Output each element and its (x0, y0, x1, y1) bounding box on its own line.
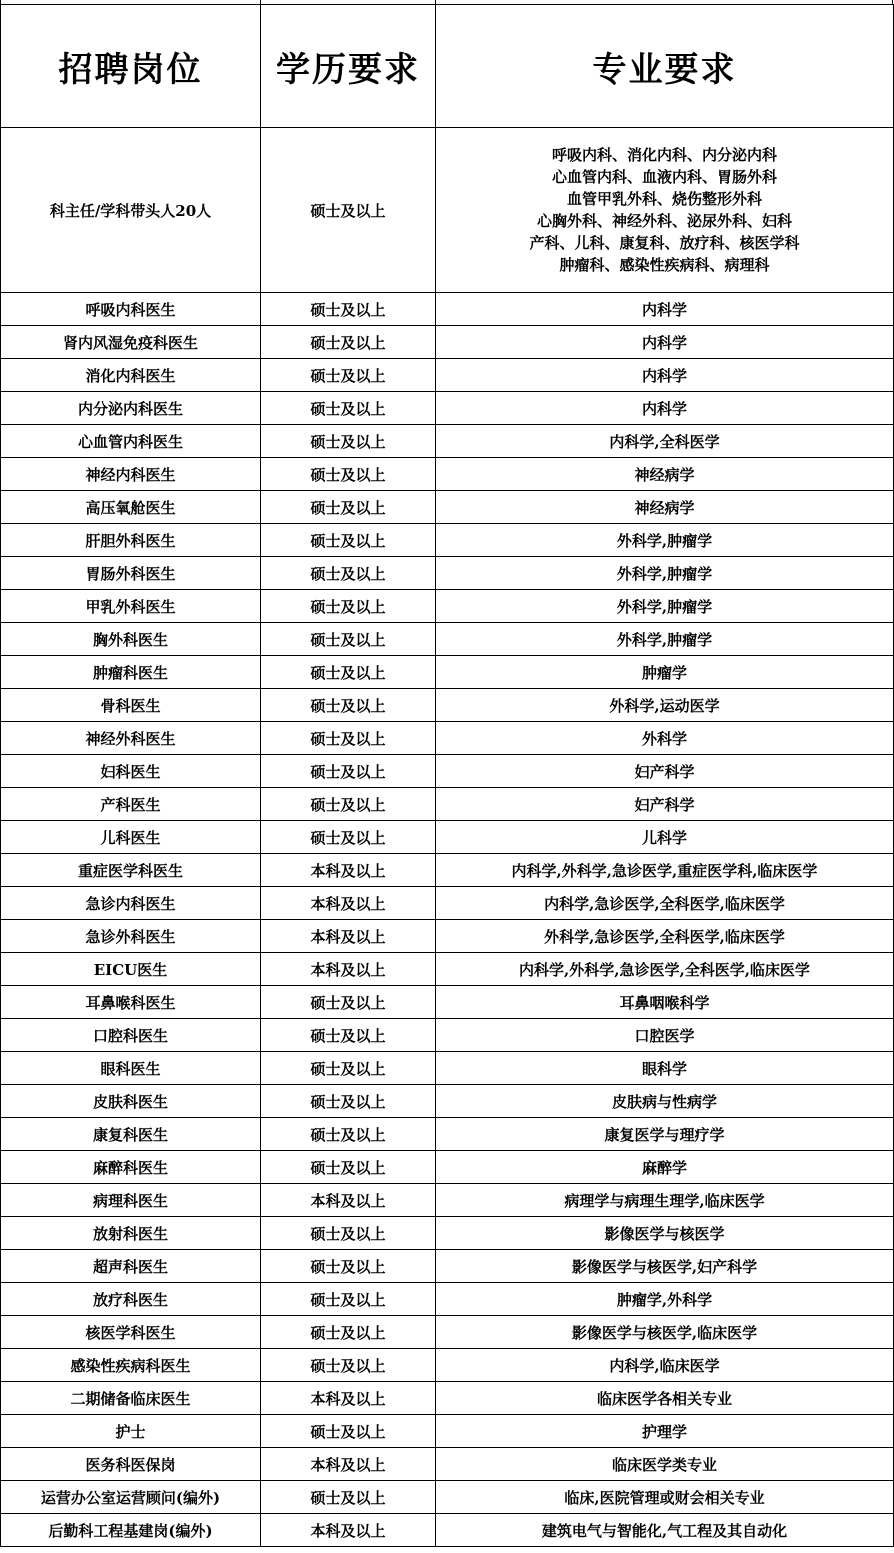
cell-major: 儿科学 (436, 821, 894, 854)
table-row (1, 1448, 894, 1481)
cell-position: 心血管内科医生 (1, 425, 261, 458)
cell-position: 肾内风湿免疫科医生 (1, 326, 261, 359)
cell-position: 放射科医生 (1, 1217, 261, 1250)
cell-education: 硕士及以上 (261, 293, 436, 326)
cell-position: 肿瘤科医生 (1, 656, 261, 689)
cell-position: 眼科医生 (1, 1052, 261, 1085)
table-row (1, 1118, 894, 1151)
cell-position: 皮肤科医生 (1, 1085, 261, 1118)
cell-education: 本科及以上 (261, 854, 436, 887)
cell-education: 硕士及以上 (261, 557, 436, 590)
cell-education: 硕士及以上 (261, 623, 436, 656)
cell-major: 病理学与病理生理学,临床医学 (436, 1184, 894, 1217)
cell-major: 康复医学与理疗学 (436, 1118, 894, 1151)
cell-education: 硕士及以上 (261, 425, 436, 458)
table-row (1, 788, 894, 821)
cell-education: 硕士及以上 (261, 986, 436, 1019)
cell-major: 外科学 (436, 722, 894, 755)
cell-education: 硕士及以上 (261, 1283, 436, 1316)
cell-major: 外科学,肿瘤学 (436, 590, 894, 623)
cell-education: 硕士及以上 (261, 491, 436, 524)
cell-position: 核医学科医生 (1, 1316, 261, 1349)
cell-position: 感染性疾病科医生 (1, 1349, 261, 1382)
table-row (1, 1382, 894, 1415)
table-row (1, 557, 894, 590)
cell-education: 硕士及以上 (261, 590, 436, 623)
cell-major: 临床,医院管理或财会相关专业 (436, 1481, 894, 1514)
cell-position: 高压氧舱医生 (1, 491, 261, 524)
cell-major: 内科学 (436, 293, 894, 326)
cell-education: 硕士及以上 (261, 1052, 436, 1085)
cell-major: 内科学,外科学,急诊医学,重症医学科,临床医学 (436, 854, 894, 887)
table-row (1, 1184, 894, 1217)
cell-position: 神经外科医生 (1, 722, 261, 755)
table-row (1, 755, 894, 788)
cell-education: 硕士及以上 (261, 392, 436, 425)
cell-education: 硕士及以上 (261, 524, 436, 557)
cell-education: 本科及以上 (261, 920, 436, 953)
table-row (1, 524, 894, 557)
table-row (1, 623, 894, 656)
cell-position: 内分泌内科医生 (1, 392, 261, 425)
cell-position: 康复科医生 (1, 1118, 261, 1151)
table-row (1, 1415, 894, 1448)
cell-major: 妇产科学 (436, 755, 894, 788)
table-row (1, 1217, 894, 1250)
table-row (1, 1349, 894, 1382)
cell-major: 临床医学类专业 (436, 1448, 894, 1481)
cell-major: 内科学,临床医学 (436, 1349, 894, 1382)
cell-major: 外科学,急诊医学,全科医学,临床医学 (436, 920, 894, 953)
cell-education: 本科及以上 (261, 1448, 436, 1481)
cell-education: 本科及以上 (261, 953, 436, 986)
major-line: 产科、儿科、康复科、放疗科、核医学科 (529, 234, 800, 252)
cell-position: 病理科医生 (1, 1184, 261, 1217)
table-row (1, 1316, 894, 1349)
table-row (1, 1151, 894, 1184)
cell-position: 医务科医保岗 (1, 1448, 261, 1481)
table-row (1, 359, 894, 392)
cell-education: 硕士及以上 (261, 128, 436, 293)
recruitment-table (0, 4, 894, 1547)
cell-major: 神经病学 (436, 458, 894, 491)
cell-position: 甲乳外科医生 (1, 590, 261, 623)
major-line: 心胸外科、神经外科、泌尿外科、妇科 (536, 212, 792, 230)
cell-education: 硕士及以上 (261, 1481, 436, 1514)
table-row (1, 491, 894, 524)
table-row (1, 887, 894, 920)
table-row (1, 1250, 894, 1283)
cell-position: 麻醉科医生 (1, 1151, 261, 1184)
cell-education: 硕士及以上 (261, 788, 436, 821)
cell-major: 外科学,肿瘤学 (436, 623, 894, 656)
cell-major: 内科学 (436, 326, 894, 359)
cell-major: 皮肤病与性病学 (436, 1085, 894, 1118)
table-row (1, 722, 894, 755)
cell-major: 建筑电气与智能化,气工程及其自动化 (436, 1514, 894, 1547)
cell-position: 呼吸内科医生 (1, 293, 261, 326)
cell-position: 二期储备临床医生 (1, 1382, 261, 1415)
cell-position: 神经内科医生 (1, 458, 261, 491)
table-row (1, 392, 894, 425)
cell-education: 硕士及以上 (261, 722, 436, 755)
cell-education: 硕士及以上 (261, 1151, 436, 1184)
cell-position: 急诊内科医生 (1, 887, 261, 920)
cell-position: 急诊外科医生 (1, 920, 261, 953)
cell-major: 内科学,外科学,急诊医学,全科医学,临床医学 (436, 953, 894, 986)
cell-education: 硕士及以上 (261, 1415, 436, 1448)
table-row (1, 689, 894, 722)
cell-education: 硕士及以上 (261, 1349, 436, 1382)
cell-major: 肿瘤学 (436, 656, 894, 689)
cell-major: 口腔医学 (436, 1019, 894, 1052)
cell-position: 儿科医生 (1, 821, 261, 854)
table-row (1, 986, 894, 1019)
header-education: 学历要求 (261, 5, 436, 128)
cell-major: 护理学 (436, 1415, 894, 1448)
major-line: 血管甲乳外科、烧伤整形外科 (566, 190, 762, 208)
cell-education: 硕士及以上 (261, 359, 436, 392)
table-row (1, 854, 894, 887)
cell-position: 耳鼻喉科医生 (1, 986, 261, 1019)
cell-education: 硕士及以上 (261, 458, 436, 491)
cell-education: 硕士及以上 (261, 1250, 436, 1283)
cell-major: 神经病学 (436, 491, 894, 524)
cell-position: 超声科医生 (1, 1250, 261, 1283)
cell-education: 硕士及以上 (261, 689, 436, 722)
cell-position: 胃肠外科医生 (1, 557, 261, 590)
table-row (1, 1019, 894, 1052)
cell-education: 硕士及以上 (261, 1019, 436, 1052)
cell-major: 影像医学与核医学,临床医学 (436, 1316, 894, 1349)
table-row (1, 821, 894, 854)
cell-education: 硕士及以上 (261, 1085, 436, 1118)
table-row (1, 1481, 894, 1514)
table-row (1, 1283, 894, 1316)
cell-major: 眼科学 (436, 1052, 894, 1085)
cell-major: 妇产科学 (436, 788, 894, 821)
cell-education: 本科及以上 (261, 1514, 436, 1547)
cell-position: 口腔科医生 (1, 1019, 261, 1052)
table-header-row (1, 5, 894, 128)
cell-education: 硕士及以上 (261, 821, 436, 854)
cell-position: 骨科医生 (1, 689, 261, 722)
table-row (1, 1514, 894, 1547)
cell-major: 影像医学与核医学,妇产科学 (436, 1250, 894, 1283)
table-row-department-head (1, 128, 894, 293)
cell-education: 硕士及以上 (261, 1217, 436, 1250)
cell-major: 内科学,急诊医学,全科医学,临床医学 (436, 887, 894, 920)
table-row (1, 458, 894, 491)
table-row (1, 425, 894, 458)
cell-education: 硕士及以上 (261, 755, 436, 788)
header-position: 招聘岗位 (1, 5, 261, 128)
cell-education: 硕士及以上 (261, 1118, 436, 1151)
header-major: 专业要求 (436, 5, 894, 128)
major-line: 肿瘤科、感染性疾病科、病理科 (559, 256, 770, 274)
cell-position: EICU医生 (1, 953, 261, 986)
cell-position: 消化内科医生 (1, 359, 261, 392)
cell-major: 肿瘤学,外科学 (436, 1283, 894, 1316)
major-line: 呼吸内科、消化内科、内分泌内科 (551, 146, 777, 164)
cell-position: 妇科医生 (1, 755, 261, 788)
major-line: 心血管内科、血液内科、胃肠外科 (551, 168, 777, 186)
cell-major: 耳鼻咽喉科学 (436, 986, 894, 1019)
cell-major (436, 128, 894, 293)
cell-education: 硕士及以上 (261, 1316, 436, 1349)
cell-position: 科主任/学科带头人20人 (1, 128, 261, 293)
table-row (1, 1085, 894, 1118)
cell-position: 放疗科医生 (1, 1283, 261, 1316)
cell-position: 肝胆外科医生 (1, 524, 261, 557)
table-row (1, 326, 894, 359)
cell-position: 重症医学科医生 (1, 854, 261, 887)
cell-education: 硕士及以上 (261, 656, 436, 689)
cell-major: 内科学 (436, 392, 894, 425)
cell-major: 外科学,肿瘤学 (436, 557, 894, 590)
cell-major: 外科学,肿瘤学 (436, 524, 894, 557)
table-row (1, 920, 894, 953)
cell-major: 麻醉学 (436, 1151, 894, 1184)
cell-major: 内科学,全科医学 (436, 425, 894, 458)
table-row (1, 590, 894, 623)
cell-major: 内科学 (436, 359, 894, 392)
cell-education: 本科及以上 (261, 1382, 436, 1415)
cell-major: 临床医学各相关专业 (436, 1382, 894, 1415)
cell-position: 胸外科医生 (1, 623, 261, 656)
cell-position: 后勤科工程基建岗(编外) (1, 1514, 261, 1547)
cell-position: 护士 (1, 1415, 261, 1448)
table-row (1, 656, 894, 689)
cell-education: 本科及以上 (261, 1184, 436, 1217)
cell-education: 本科及以上 (261, 887, 436, 920)
cell-position: 运营办公室运营顾问(编外) (1, 1481, 261, 1514)
cell-position: 产科医生 (1, 788, 261, 821)
table-row (1, 953, 894, 986)
table-row (1, 1052, 894, 1085)
table-row (1, 293, 894, 326)
cell-education: 硕士及以上 (261, 326, 436, 359)
cell-major: 影像医学与核医学 (436, 1217, 894, 1250)
cell-major: 外科学,运动医学 (436, 689, 894, 722)
